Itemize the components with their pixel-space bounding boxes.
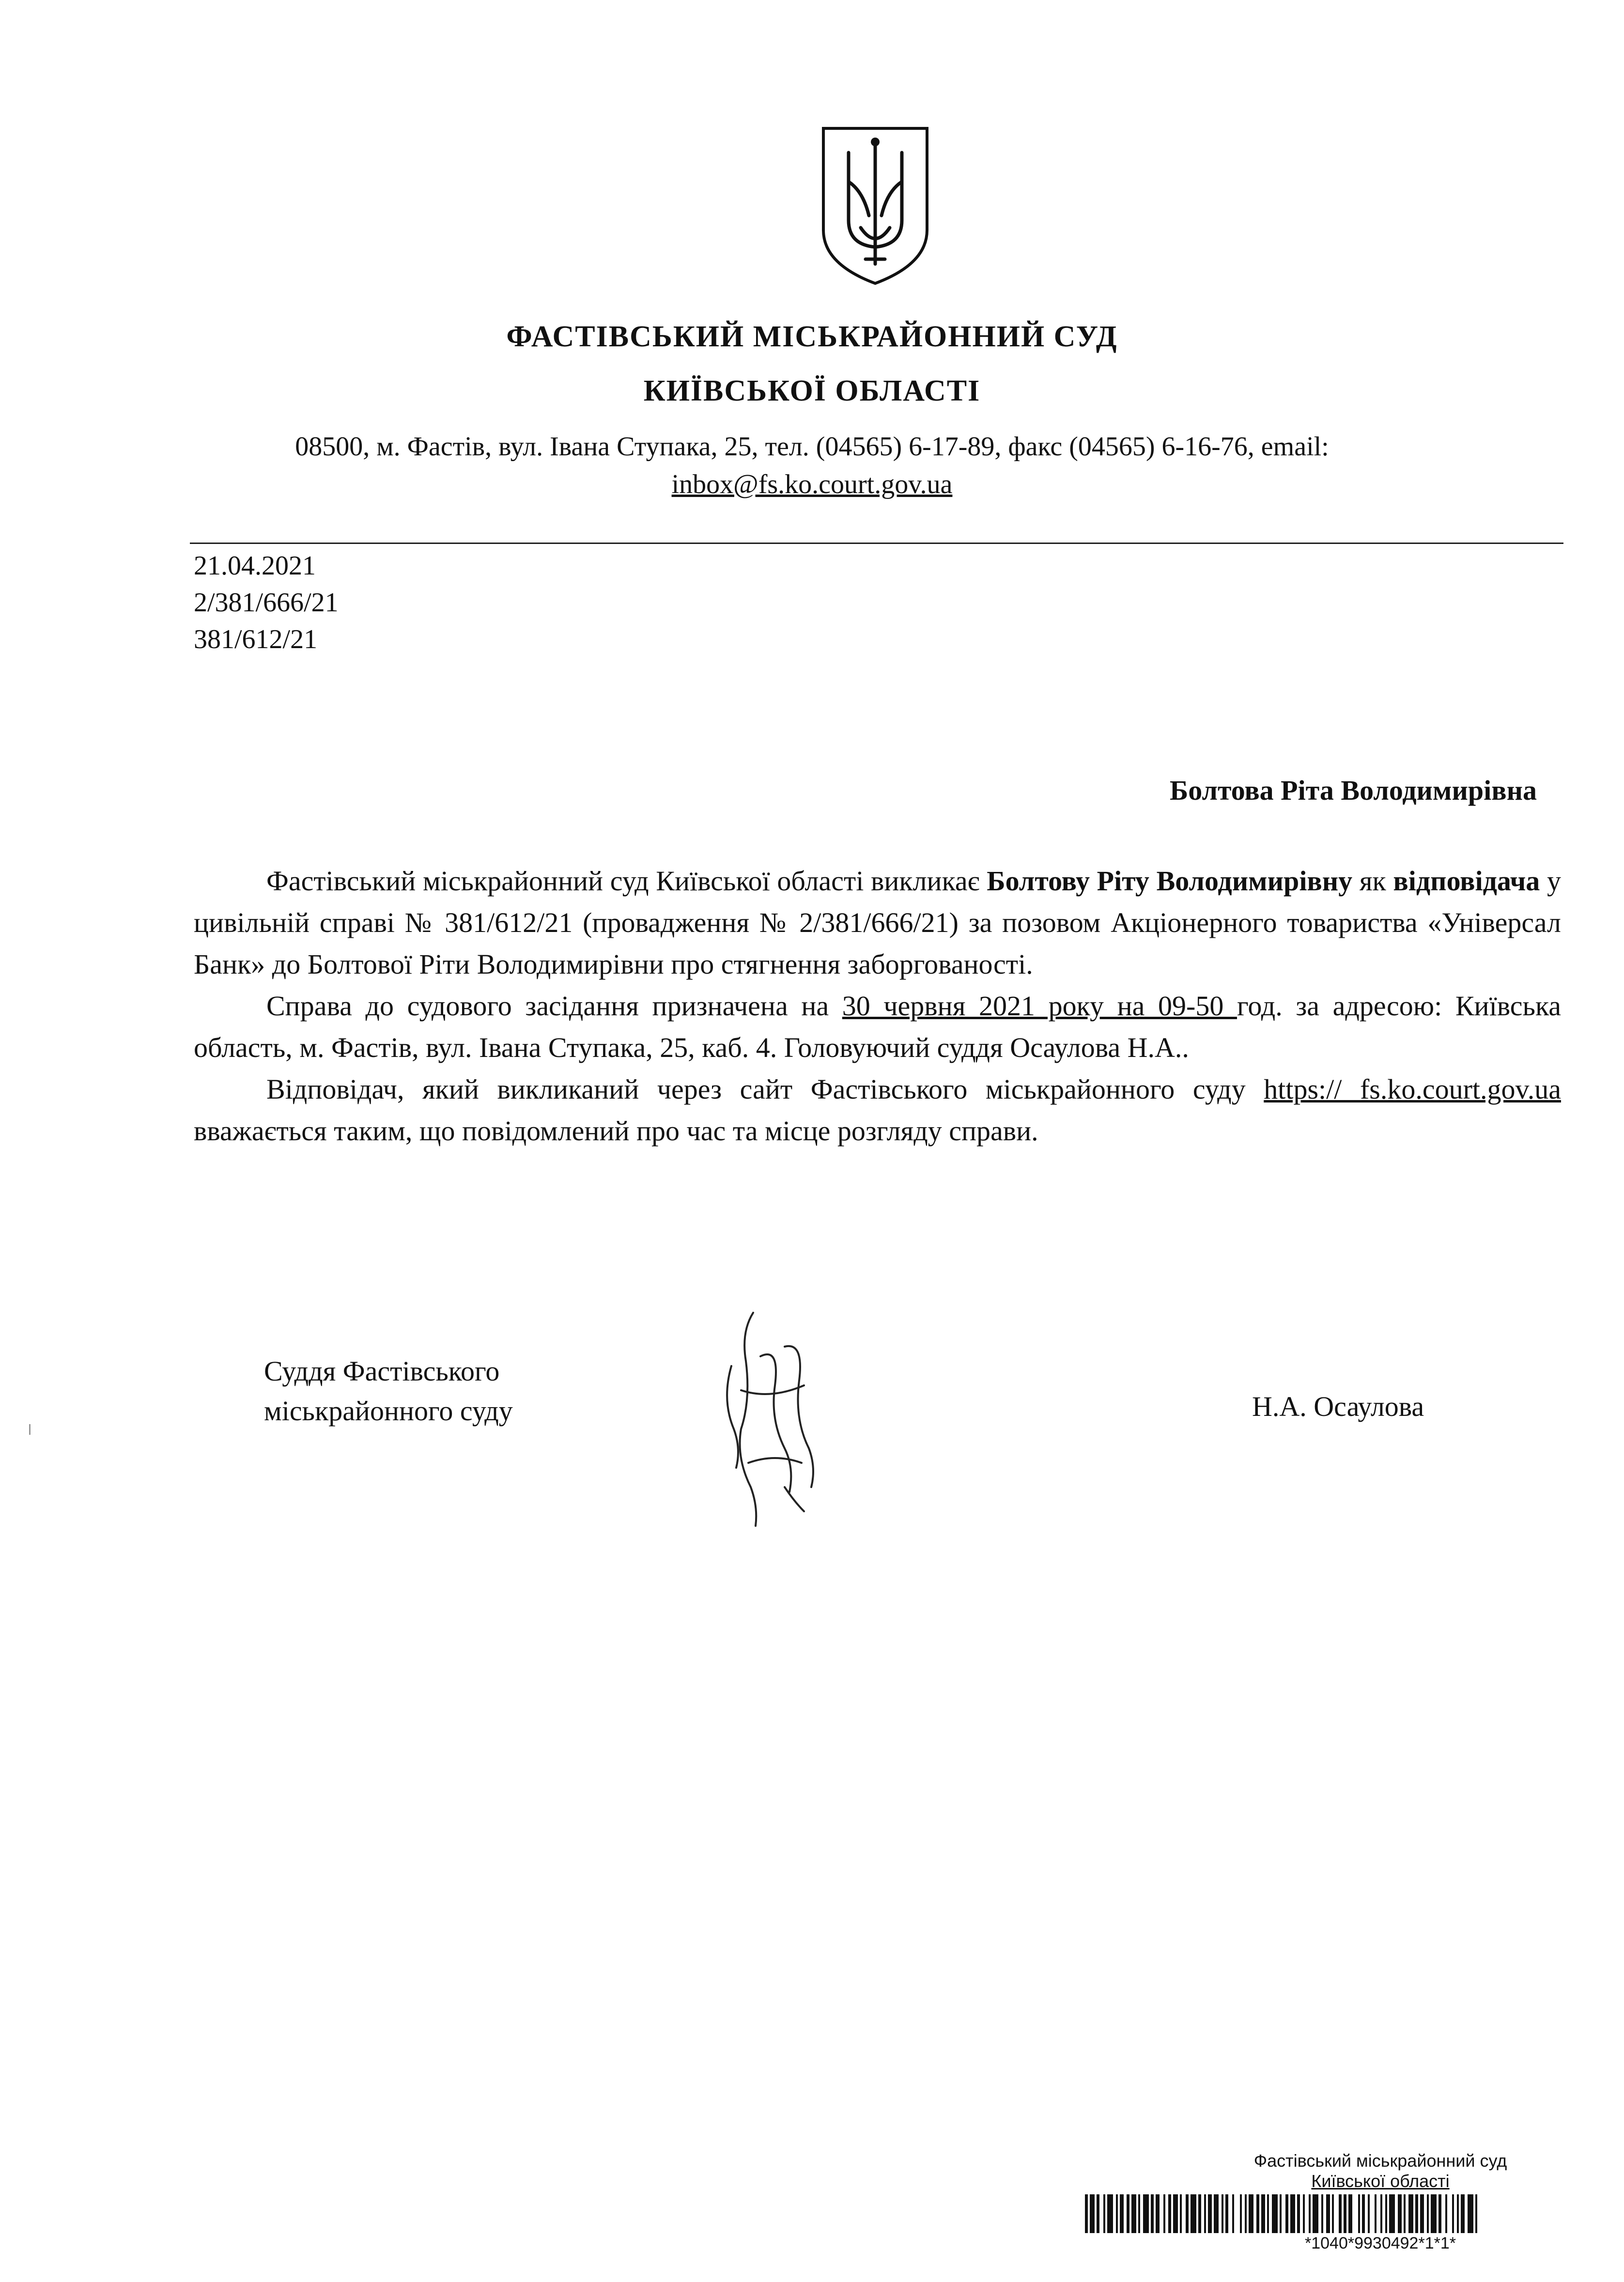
stamp-court-name: Фастівський міськрайонний суд [1253, 2151, 1507, 2171]
barcode-bar [1214, 2194, 1219, 2233]
barcode-bar [1120, 2194, 1124, 2233]
barcode-bar [1431, 2194, 1437, 2233]
barcode-bar [1261, 2194, 1265, 2233]
court-email-link[interactable]: inbox@fs.ko.court.gov.ua [671, 469, 953, 499]
court-name-line1: ФАСТІВСЬКИЙ МІСЬКРАЙОННИЙ СУД [506, 320, 1118, 353]
barcode-bar [1352, 2194, 1358, 2233]
proceeding-number: 2/381/666/21 [194, 588, 339, 618]
barcode-bar [1461, 2194, 1465, 2233]
barcode-bar [1282, 2194, 1285, 2233]
body-paragraph-2: Справа до судового засідання призначена на 30 червня 2021 року на 09-50 год. за адресою: Київська область, м. Фастів, вул. Івана Ступака, 25, каб. 4. Головуючий суддя Осаулова Н.А.. [194, 990, 1561, 1063]
body-paragraph-1: Фастівський міськрайонний суд Київської області викликає Болтову Ріту Володимирівну як відповідача у цивільній справі № 381/612/21 (провадження № 2/381/666/21) за позовом Акціонерного товариства «Універсал Банк» до Болтової Ріти Володимирівни про стягнення заборгованості. [194, 865, 1561, 980]
margin-mark [29, 1424, 31, 1435]
judge-title: Суддя Фастівського міськрайонного суду [264, 1355, 513, 1427]
handwritten-signature-icon [712, 1303, 828, 1531]
court-address: 08500, м. Фастів, вул. Івана Ступака, 25, тел. (04565) 6-17-89, факс (04565) 6-16-76, email: [295, 432, 1329, 462]
barcode-number: *1040*9930492*1*1* [1305, 2234, 1456, 2252]
barcode-bar [1398, 2194, 1402, 2233]
barcode-bar [1131, 2194, 1136, 2233]
judge-name: Н.А. Осаулова [1252, 1391, 1424, 1422]
barcode-bar [1173, 2194, 1178, 2233]
barcode-bar [1377, 2194, 1380, 2233]
addressee-name: Болтова Ріта Володимирівна [1169, 775, 1537, 806]
barcode-bar [1249, 2194, 1253, 2233]
barcode-bar [1090, 2194, 1095, 2233]
barcode-bar [1447, 2194, 1452, 2233]
barcode-bar [1107, 2194, 1113, 2233]
barcode-bar [1099, 2194, 1103, 2233]
barcode-bar [1156, 2194, 1160, 2233]
court-website-link[interactable]: https:// fs.ko.court.gov.ua [1264, 1073, 1561, 1105]
barcode-bar [1143, 2194, 1149, 2233]
court-email [0, 469, 1624, 500]
stamp-region: Київської області [1311, 2171, 1450, 2191]
barcode-bar [1272, 2194, 1278, 2233]
letter-body [194, 860, 1561, 1152]
barcode-bar [1468, 2194, 1473, 2233]
barcode-bar [1477, 2194, 1480, 2233]
barcode-bar [1326, 2194, 1330, 2233]
barcode [1085, 2194, 1589, 2233]
barcode-bar [1420, 2194, 1424, 2233]
barcode-bar [1182, 2194, 1186, 2233]
registration-stamp [1085, 2151, 1589, 2253]
barcode-bar [1370, 2194, 1375, 2233]
barcode-bar [1234, 2194, 1240, 2233]
barcode-bar [1313, 2194, 1318, 2233]
barcode-bar [1160, 2194, 1163, 2233]
barcode-bar [1290, 2194, 1295, 2233]
court-name-line2: КИЇВСЬКОЇ ОБЛАСТІ [643, 374, 981, 407]
document-date: 21.04.2021 [194, 551, 316, 581]
barcode-bar [1191, 2194, 1196, 2233]
barcode-bar [1208, 2194, 1212, 2233]
barcode-bar [1408, 2194, 1413, 2233]
coat-of-arms-icon [815, 124, 936, 288]
barcode-bar [1305, 2194, 1309, 2233]
barcode-bar [1334, 2194, 1339, 2233]
barcode-bar [1441, 2194, 1445, 2233]
header-divider [190, 543, 1563, 544]
document-meta [194, 547, 339, 658]
body-paragraph-3: Відповідач, який викликаний через сайт Фастівського міськрайонного суду https:// fs.ko.court.gov.ua вважається таким, що повідомлений про час та місце розгляду справи. [194, 1073, 1561, 1147]
case-number: 381/612/21 [194, 624, 318, 654]
barcode-bar [1228, 2194, 1232, 2233]
barcode-bar [1348, 2194, 1352, 2233]
barcode-bar [1389, 2194, 1395, 2233]
